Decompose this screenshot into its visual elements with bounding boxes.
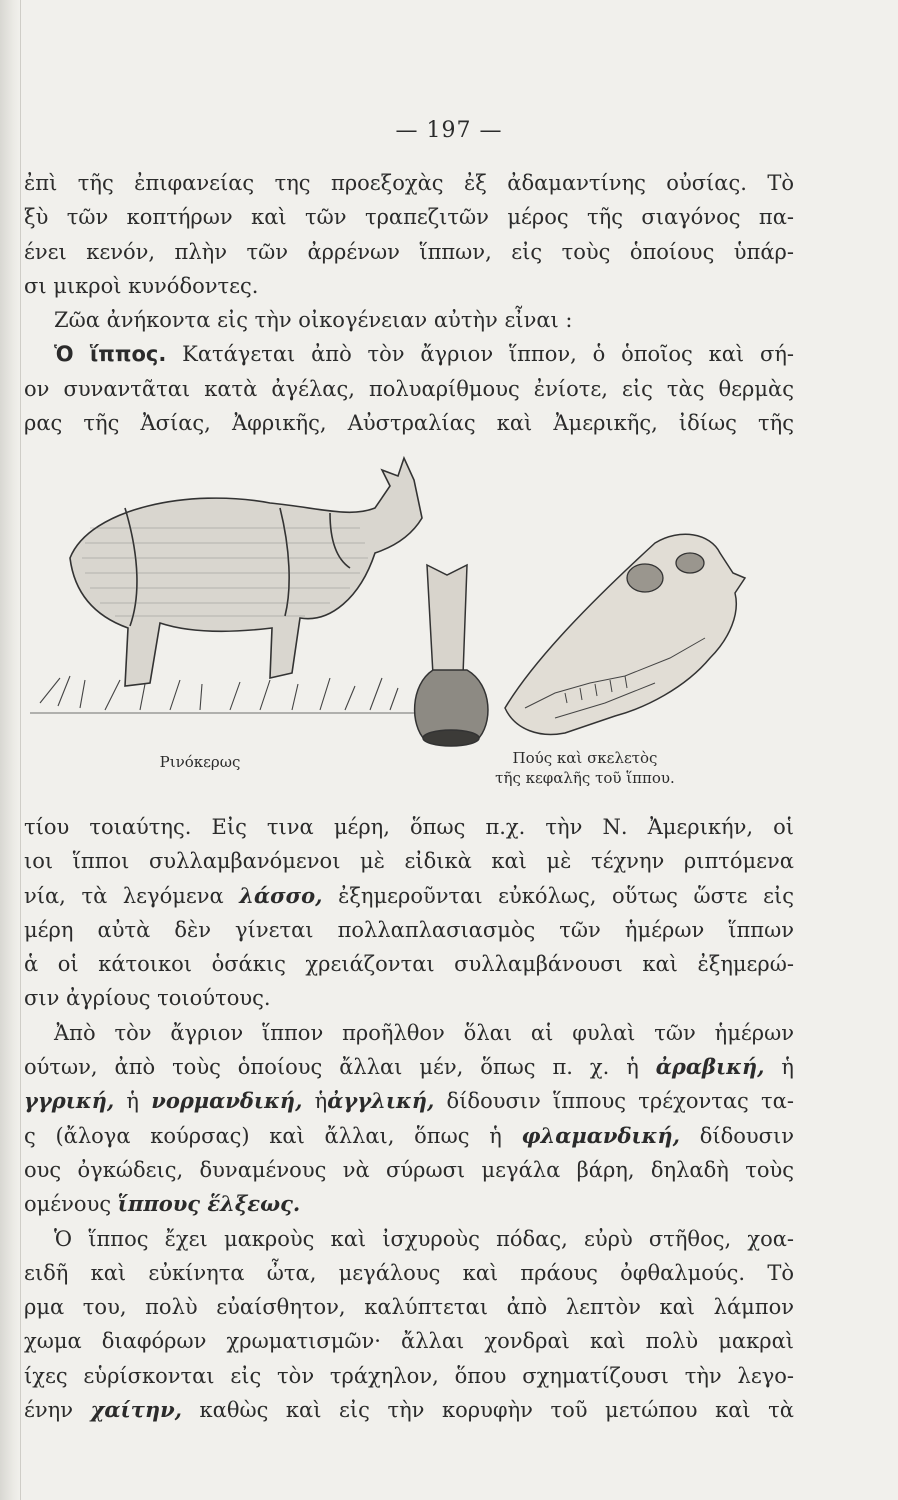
- term-mane: χαίτην,: [90, 1397, 182, 1423]
- text-line: [24, 1393, 794, 1427]
- section-heading-line: [24, 337, 794, 371]
- text-span: δίδουσιν ἵππους τρέχοντας τα-: [446, 1089, 794, 1114]
- section-title: Ὁ ἵππος.: [54, 342, 167, 367]
- page-gutter: [0, 0, 21, 1500]
- term-hungarian: γγρική,: [24, 1088, 115, 1114]
- horse-figure-caption: [465, 748, 705, 788]
- page-number: — 197 —: [395, 118, 503, 143]
- text-line: σι μικροὶ κυνόδοντες.: [24, 273, 259, 298]
- text-line: σιν ἀγρίους τοιούτους.: [24, 986, 271, 1011]
- text-line: ένει κενόν, πλὴν τῶν ἀρρένων ἵππων, εἰς τοὺς ὁποίους ὑπάρ-: [24, 239, 794, 264]
- rhinoceros-illustration: [30, 448, 430, 748]
- text-line: ίχες εὑρίσκονται εἰς τὸν τράχηλον, ὅπου σχηματίζουσι τὴν λεγο-: [24, 1363, 794, 1388]
- text-line: ους ὀγκώδεις, δυναμένους νὰ σύρωσι μεγάλα βάρη, δηλαδὴ τοὺς: [24, 1157, 794, 1182]
- text-span: δίδουσιν: [699, 1123, 794, 1148]
- term-flemish: φλαμανδική,: [521, 1122, 680, 1148]
- rhinoceros-caption: Ρινόκερως: [159, 753, 241, 771]
- text-line: [24, 1187, 794, 1221]
- bottom-text: [24, 810, 794, 1427]
- horse-skull-illustration: [495, 518, 755, 743]
- text-line: ον συναντᾶται κατὰ ἀγέλας, πολυαρίθμους ἐνίοτε, εἰς τὰς θερμὰς: [24, 376, 794, 401]
- text-span: καθὼς καὶ εἰς τὴν κορυφὴν τοῦ μετώπου καὶ τὰ: [199, 1398, 794, 1423]
- text-span: ἡ: [126, 1089, 140, 1114]
- text-span: ούτων, ἀπὸ τοὺς ὁποίους ἄλλαι μέν, ὅπως π. χ. ἡ: [24, 1055, 639, 1080]
- text-span: ἡ: [781, 1055, 794, 1080]
- text-line: ἁ οἱ κάτοικοι ὁσάκις χρειάζονται συλλαμβάνουσι καὶ ἐξημερώ-: [24, 952, 794, 977]
- text-line: Ζῶα ἀνήκοντα εἰς τὴν οἰκογένειαν αὐτὴν εἶναι :: [54, 308, 573, 333]
- text-line: [24, 1119, 794, 1153]
- caption-line: τῆς κεφαλῆς τοῦ ἵππου.: [495, 769, 675, 787]
- term-norman: νορμανδική,: [151, 1088, 303, 1114]
- text-line: μέρη αὐτὰ δὲν γίνεται πολλαπλασιασμὸς τῶν ἡμέρων ἵππων: [24, 917, 794, 942]
- text-line: [24, 1084, 794, 1118]
- text-line: ἐπὶ τῆς ἐπιφανείας της προεξοχὰς ἐξ ἀδαμαντίνης οὐσίας. Τὸ: [24, 171, 794, 195]
- horse-hoof-illustration: [405, 560, 500, 750]
- text-line: ιοι ἵπποι συλλαμβανόμενοι μὲ εἰδικὰ καὶ μὲ τέχνην ριπτόμενα: [24, 849, 794, 874]
- text-span: νία, τὰ λεγόμενα: [24, 883, 224, 908]
- text-span: ς (ἄλογα κούρσας) καὶ ἄλλαι, ὅπως ἡ: [24, 1123, 502, 1148]
- text-span: ομένους: [24, 1192, 112, 1217]
- text-line: [24, 1050, 794, 1084]
- text-span: ένην: [24, 1398, 73, 1423]
- caption-line: Πούς καὶ σκελετὸς: [512, 749, 658, 767]
- top-paragraph: [24, 166, 794, 440]
- term-draft-horses: ἵππους ἕλξεως.: [117, 1191, 301, 1217]
- text-line: Ἀπὸ τὸν ἄγριον ἵππον προῆλθον ὅλαι αἱ φυλαὶ τῶν ἡμέρων: [54, 1020, 794, 1045]
- text-span: ἡ: [314, 1089, 328, 1114]
- text-line: [24, 879, 794, 913]
- term-arabian: ἀραβική,: [655, 1054, 765, 1080]
- text-line: Ὁ ἵππος ἔχει μακροὺς καὶ ἰσχυροὺς πόδας, εὐρὺ στῆθος, χοα-: [54, 1226, 794, 1251]
- text-line: ξὺ τῶν κοπτήρων καὶ τῶν τραπεζιτῶν μέρος τῆς σιαγόνος πα-: [24, 205, 794, 230]
- text-line: ρμα του, πολὺ εὐαίσθητον, καλύπτεται ἀπὸ λεπτὸν καὶ λάμπον: [24, 1295, 794, 1320]
- text-span: ἐξημεροῦνται εὐκόλως, οὕτως ὥστε εἰς: [338, 883, 794, 908]
- text-line: ειδῆ καὶ εὐκίνητα ὦτα, μεγάλους καὶ πράους ὀφθαλμούς. Τὸ: [24, 1260, 794, 1285]
- text-line: ρας τῆς Ἀσίας, Ἀφρικῆς, Αὐστραλίας καὶ Ἀμερικῆς, ἰδίως τῆς: [24, 411, 794, 436]
- text-line: τίου τοιαύτης. Εἰς τινα μέρη, ὅπως π.χ. τὴν Ν. Ἀμερικήν, οἱ: [24, 815, 794, 839]
- text-line: χωμα διαφόρων χρωματισμῶν· ἄλλαι χονδραὶ καὶ πολὺ μακραὶ: [24, 1329, 794, 1354]
- term-english: ἀγγλική,: [327, 1088, 435, 1114]
- text-span: Κατάγεται ἀπὸ τὸν ἄγριον ἵππον, ὁ ὁποῖος καὶ σή-: [182, 342, 794, 367]
- term-lasso: λάσσο,: [239, 882, 323, 908]
